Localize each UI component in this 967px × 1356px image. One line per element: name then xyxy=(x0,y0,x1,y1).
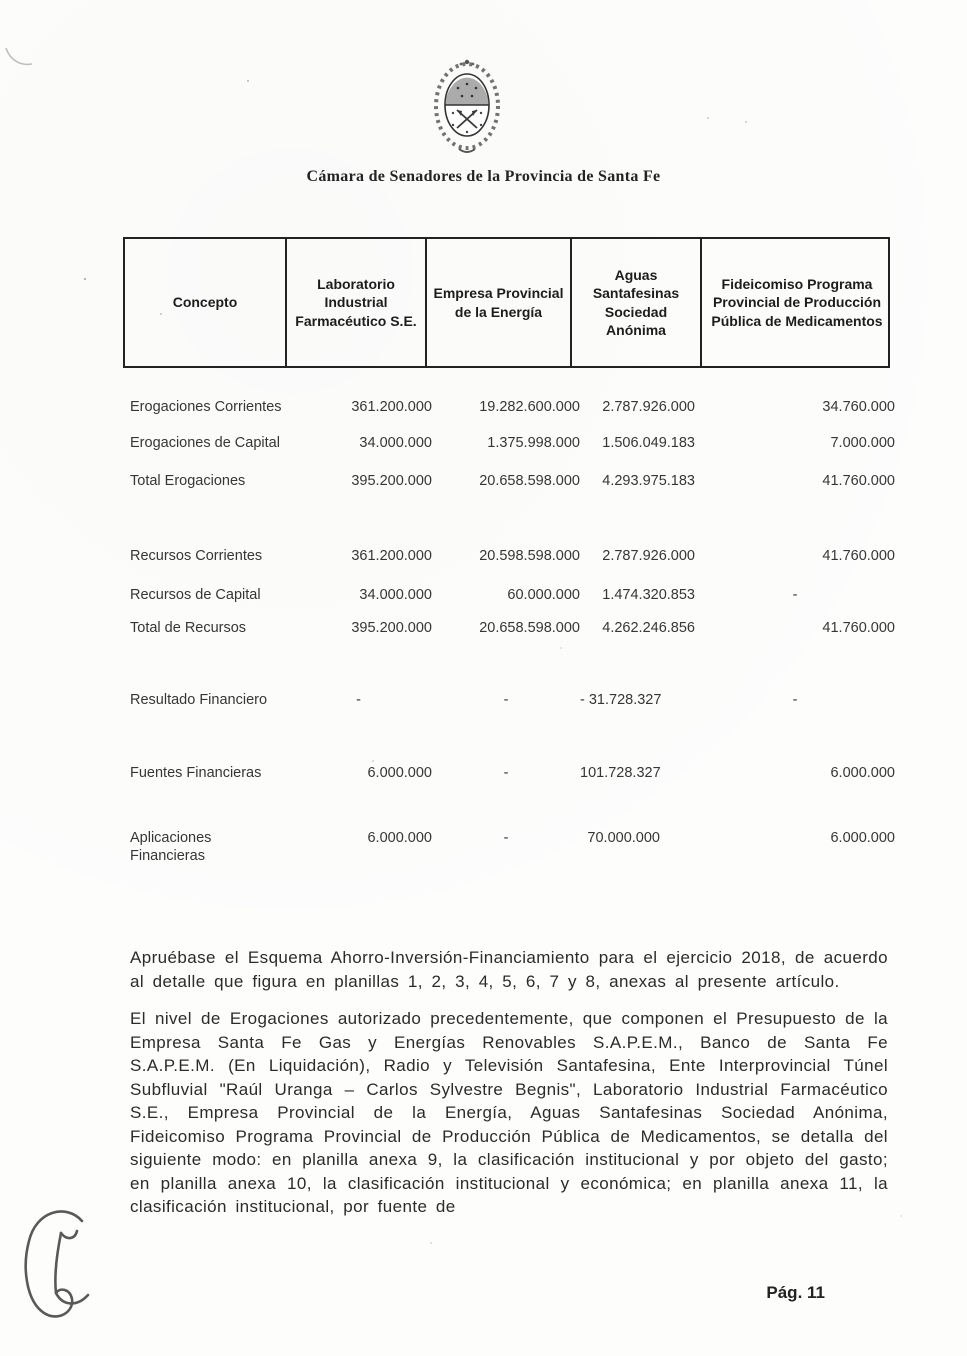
table-row-aplicaciones-financieras xyxy=(123,829,895,865)
budget-table xyxy=(123,237,895,865)
row-label: Fuentes Financieras xyxy=(130,765,262,781)
table-row-total-erogaciones xyxy=(123,472,895,490)
table-cell: - xyxy=(503,830,509,846)
row-label: Erogaciones de Capital xyxy=(130,435,280,451)
table-cell: 7.000.000 xyxy=(830,435,895,451)
row-label: Total Erogaciones xyxy=(130,473,246,489)
table-row-recursos-capital xyxy=(123,586,895,604)
table-cell: 20.658.598.000 xyxy=(479,620,580,636)
table-row-erogaciones-corrientes xyxy=(123,398,895,416)
table-cell: 6.000.000 xyxy=(830,830,895,846)
table-cell: - xyxy=(503,692,509,708)
page-number: Pág. 11 xyxy=(766,1283,825,1302)
table-row-fuentes-financieras xyxy=(123,764,895,782)
table-cell: - xyxy=(792,692,798,708)
table-cell: 19.282.600.000 xyxy=(479,399,580,415)
table-row-resultado-financiero xyxy=(123,691,895,709)
table-cell: - 31.728.327 xyxy=(580,692,662,708)
table-cell: 6.000.000 xyxy=(367,830,432,846)
table-cell: 6.000.000 xyxy=(367,765,432,781)
signature-mark xyxy=(20,1205,110,1335)
table-cell: 1.375.998.000 xyxy=(487,435,580,451)
table-cell: - xyxy=(356,692,361,708)
table-cell: 395.200.000 xyxy=(351,473,432,489)
table-cell: 60.000.000 xyxy=(507,587,580,603)
table-cell: 1.474.320.853 xyxy=(602,587,695,603)
table-cell: 70.000.000 xyxy=(587,830,660,846)
column-header-laboratorio: Laboratorio Industrial Farmacéutico S.E. xyxy=(287,239,427,366)
table-header-row xyxy=(123,237,890,368)
table-cell: 2.787.926.000 xyxy=(602,399,695,415)
column-header-fideicomiso: Fideicomiso Programa Provincial de Producción Pública de Medicamentos xyxy=(711,275,883,329)
column-header-empresa-energia: Empresa Provincial de la Energía xyxy=(427,239,572,366)
column-header-aguas: Aguas Santafesinas Sociedad Anónima xyxy=(572,239,702,366)
table-row-total-recursos xyxy=(123,619,895,637)
table-cell: 34.760.000 xyxy=(822,399,895,415)
row-label: Total de Recursos xyxy=(130,620,247,636)
table-row-erogaciones-capital xyxy=(123,434,895,452)
table-cell: 6.000.000 xyxy=(830,765,895,781)
table-cell: 41.760.000 xyxy=(822,620,895,636)
table-cell: 20.598.598.000 xyxy=(479,548,580,564)
table-cell: 2.787.926.000 xyxy=(602,548,695,564)
table-cell: 4.293.975.183 xyxy=(602,473,695,489)
row-label: Recursos de Capital xyxy=(130,587,261,603)
table-cell: 361.200.000 xyxy=(351,548,432,564)
article-body xyxy=(130,946,888,1233)
row-label: Aplicaciones Financieras xyxy=(130,830,212,864)
table-cell: 1.506.049.183 xyxy=(602,435,695,451)
table-cell: 101.728.327 xyxy=(580,765,661,781)
table-cell: 41.760.000 xyxy=(822,548,895,564)
row-label: Recursos Corrientes xyxy=(130,548,263,564)
table-cell: - xyxy=(792,587,798,603)
table-cell: 34.000.000 xyxy=(359,435,432,451)
column-header-concepto: Concepto xyxy=(125,239,287,366)
page-title: Cámara de Senadores de la Provincia de Santa Fe xyxy=(306,168,661,185)
table-cell: - xyxy=(503,765,509,781)
scan-artifact-mark xyxy=(2,42,38,76)
paragraph-erogaciones-detail: El nivel de Erogaciones autorizado precedentemente, que componen el Presupuesto de la Empresa Santa Fe Gas y Energías Renovables S.A.P.E.M., Banco de Santa Fe S.A.P.E.M. (En Liquidación), Radio y Televisión Santafesina, Ente Interprovincial Túnel Subfluvial "Raúl Uranga – Carlos Sylvestre Begnis", Laboratorio Industrial Farmacéutico S.E., Empresa Provincial de la Energía, Aguas Santafesinas Sociedad Anónima, Fideicomiso Programa Provincial de Producción Pública de Medicamentos, se detalla del siguiente modo: en planilla anexa 9, la clasificación institucional y por objeto del gasto; en planilla anexa 10, la clasificación institucional y económica; en planilla anexa 11, la clasificación institucional, por fuente de xyxy=(130,1009,888,1216)
coat-of-arms-icon xyxy=(430,56,504,156)
table-cell: 20.658.598.000 xyxy=(479,473,580,489)
table-cell: 395.200.000 xyxy=(351,620,432,636)
table-row-recursos-corrientes xyxy=(123,547,895,565)
row-label: Resultado Financiero xyxy=(130,692,268,708)
paragraph-approval: Apruébase el Esquema Ahorro-Inversión-Financiamiento para el ejercicio 2018, de acuerdo al detalle que figura en planillas 1, 2, 3, 4, 5, 6, 7 y 8, anexas al presente artículo. xyxy=(130,948,888,991)
table-cell: 34.000.000 xyxy=(359,587,432,603)
table-cell: 361.200.000 xyxy=(351,399,432,415)
table-cell: 4.262.246.856 xyxy=(602,620,695,636)
table-cell: 41.760.000 xyxy=(822,473,895,489)
row-label: Erogaciones Corrientes xyxy=(130,399,282,415)
scan-speckles xyxy=(0,0,2,2)
